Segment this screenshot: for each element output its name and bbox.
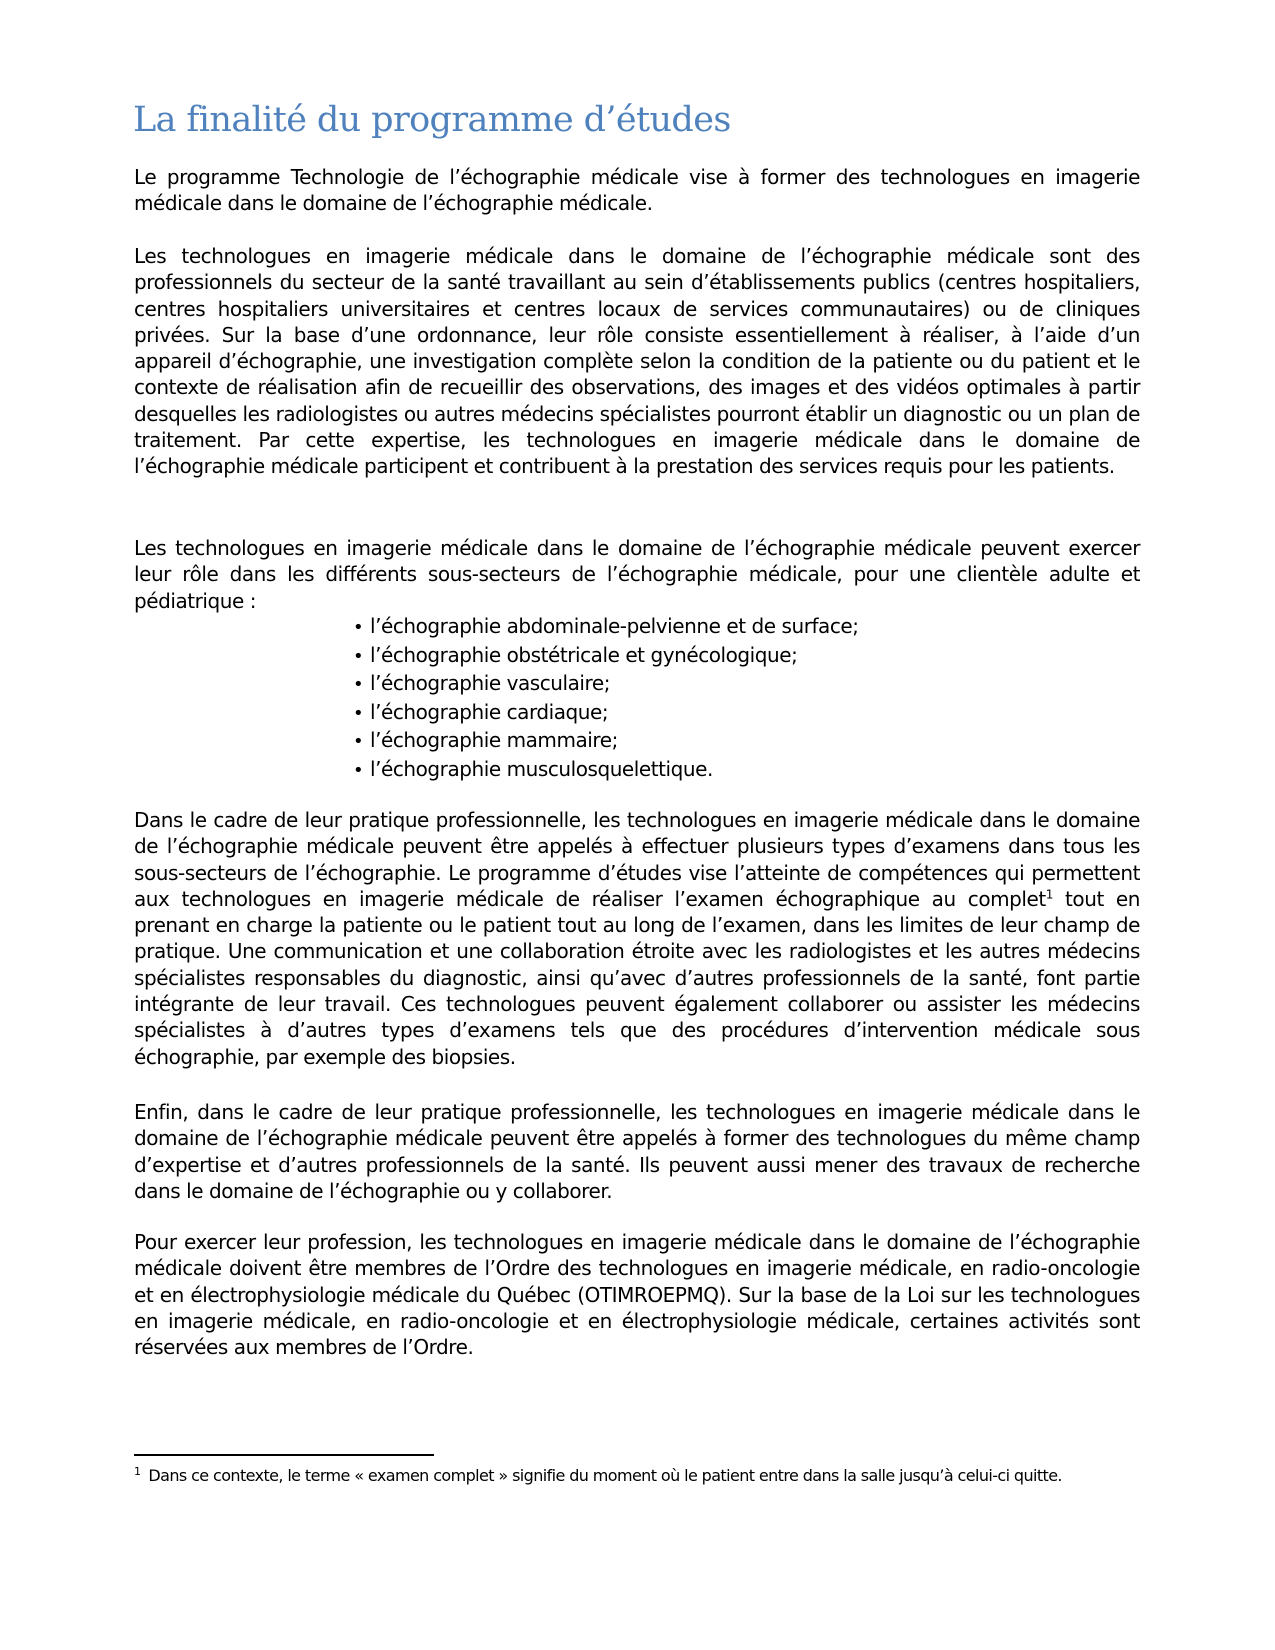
bullet-icon: • [353, 645, 364, 667]
list-item [353, 756, 859, 785]
paragraph-subsectors: Les technologues en imagerie médicale dans le domaine de l’échographie médicale peuvent exercer leur rôle dans les différents sous-secteurs de l’échographie médicale, pour une clientèle adulte et pédiatrique : [134, 536, 1140, 613]
paragraph-training: Enfin, dans le cadre de leur pratique professionnelle, les technologues en imagerie médicale dans le domaine de l’échographie médicale peuvent être appelés à former des technologues du même champ d’expertise et d’autres professionnels de la santé. Ils peuvent aussi mener des travaux de recherche dans le domaine de l’échographie ou y collaborer. [134, 1100, 1140, 1203]
list-item-text: l’échographie cardiaque; [370, 699, 609, 724]
bullet-icon: • [353, 731, 364, 752]
paragraph-role: Les technologues en imagerie médicale dans le domaine de l’échographie médicale sont des professionnels du secteur de la santé travaillant au sein d’établissements publics (centres hospitaliers, centres hospitaliers universitaires et centres locaux de services communautaires) ou de cliniques privées. Sur la base d’une ordonnance, leur rôle consiste essentiellement à réaliser, à l’aide d’un appareil d’échographie, une investigation complète selon la condition de la patiente ou du patient et le contexte de réalisation afin de recueillir des observations, des images et des vidéos optimales à partir desquelles les radiologistes ou autres médecins spécialistes pourront établir un diagnostic ou un plan de traitement. Par cette expertise, les technologues en imagerie médicale dans le domaine de l’échographie médicale participent et contribuent à la prestation des services requis pour les patients. [134, 244, 1140, 479]
bullet-icon: • [353, 617, 364, 638]
footnote-text: Dans ce contexte, le terme « examen complet » signifie du moment où le patient entre dans la salle jusqu’à celui-ci quitte. [148, 1466, 1062, 1485]
list-item-text: l’échographie abdominale-pelvienne et de surface; [370, 614, 859, 638]
list-item [353, 613, 859, 642]
footnote [134, 1465, 1140, 1487]
list-item [353, 670, 859, 699]
paragraph-practice [134, 807, 1140, 1070]
list-item-text: l’échographie mammaire; [370, 728, 618, 752]
list-item [353, 699, 859, 728]
paragraph-order-membership: Pour exercer leur profession, les technologues en imagerie médicale dans le domaine de l’échographie médicale doivent être membres de l’Ordre des technologues en imagerie médicale, en radio-oncologie et en électrophysiologie médicale du Québec (OTIMROEPMQ). Sur la base de la Loi sur les technologues en imagerie médicale, en radio-oncologie et en électrophysiologie médicale, certaines activités sont réservées aux membres de l’Ordre. [134, 1230, 1140, 1360]
subsector-list [353, 613, 859, 784]
list-item [353, 727, 859, 756]
bullet-icon: • [353, 702, 364, 724]
paragraph-practice-part1: Dans le cadre de leur pratique professionnelle, les technologues en imagerie médicale dans le domaine de l’échographie médicale peuvent être appelés à effectuer plusieurs types d’examens dans tous les sous-secteurs de l’échographie. Le programme d’études vise l’atteinte de compétences qui permettent aux technologues en imagerie médicale de réaliser l’examen échographique au complet [134, 808, 1140, 911]
footnote-separator [134, 1454, 434, 1456]
footnote-number: 1 [134, 1464, 141, 1478]
paragraph-intro: Le programme Technologie de l’échographie médicale vise à former des technologues en imagerie médicale dans le domaine de l’échographie médicale. [134, 165, 1140, 216]
list-item-text: l’échographie vasculaire; [370, 671, 611, 695]
bullet-icon: • [353, 759, 364, 781]
list-item [353, 642, 859, 671]
list-item-text: l’échographie obstétricale et gynécologique; [370, 642, 798, 667]
footnote-reference[interactable]: 1 [1045, 887, 1053, 902]
page-title: La finalité du programme d’études [133, 100, 731, 140]
bullet-icon: • [353, 674, 364, 695]
paragraph-practice-part2: tout en prenant en charge la patiente ou le patient tout au long de l’examen, dans les limites de leur champ de pratique. Une communication et une collaboration étroite avec les radiologistes et les autres médecins spécialistes responsables du diagnostic, ainsi qu’avec d’autres professionnels de la santé, font partie intégrante de leur travail. Ces technologues peuvent également collaborer ou assister les médecins spécialistes à d’autres types d’examens tels que des procédures d’intervention médicale sous échographie, par exemple des biopsies. [134, 886, 1140, 1069]
list-item-text: l’échographie musculosquelettique. [370, 756, 713, 781]
